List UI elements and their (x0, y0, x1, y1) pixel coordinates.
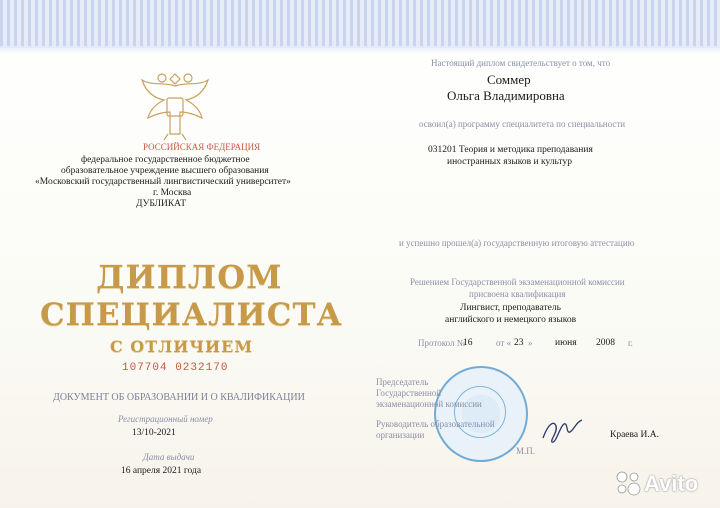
title-diploma: ДИПЛОМ (96, 258, 283, 296)
date-prefix: от « (496, 338, 512, 348)
protocol-year: 2008 (596, 338, 615, 348)
qualification-line-2: английского и немецкого языков (445, 315, 577, 325)
institution-line-1: федеральное государственное бюджетное (81, 155, 250, 165)
protocol-number: 16 (463, 338, 473, 348)
title-specialist: СПЕЦИАЛИСТА (40, 297, 343, 333)
institution-line-2: образовательное учреждение высшего образования (61, 166, 269, 176)
decision-line-2: присвоена квалификация (469, 289, 566, 299)
certificate-intro: Настоящий диплом свидетельствует о том, что (431, 58, 611, 68)
protocol-month: июня (555, 338, 577, 348)
chair-line-3: экзаменационной комиссии (376, 399, 482, 409)
official-seal-icon (434, 366, 528, 462)
federation-label: РОССИЙСКАЯ ФЕДЕРАЦИЯ (143, 142, 261, 152)
qualification-line-1: Лингвист, преподаватель (460, 303, 561, 313)
graduate-surname: Соммер (487, 72, 531, 87)
specialty-line-2: иностранных языков и культур (447, 157, 573, 167)
institution-line-3: «Московский государственный лингвистический университет» (35, 177, 291, 187)
city-label: г. Москва (153, 188, 192, 198)
coat-of-arms-icon (134, 64, 216, 142)
issue-date-label: Дата выдачи (143, 452, 195, 462)
title-with-honors: С ОТЛИЧИЕМ (110, 337, 254, 356)
duplicate-label: ДУБЛИКАТ (136, 199, 187, 209)
signature-icon (540, 416, 584, 446)
specialty-line-1: 031201 Теория и методика преподавания (428, 145, 593, 155)
protocol-label: Протокол № (418, 338, 466, 348)
year-suffix: г. (628, 338, 633, 348)
graduate-name: Ольга Владимировна (447, 88, 565, 103)
attestation-text: и успешно прошел(а) государственную итоговую аттестацию (399, 238, 635, 248)
serial-number: 107704 0232170 (122, 362, 229, 374)
registration-label: Регистрационный номер (118, 414, 213, 424)
date-close-quote: » (528, 338, 533, 348)
registration-number: 13/10-2021 (132, 428, 176, 438)
protocol-day: 23 (514, 338, 524, 348)
avito-watermark-text: Avito (644, 471, 699, 496)
document-type-label: ДОКУМЕНТ ОБ ОБРАЗОВАНИИ И О КВАЛИФИКАЦИИ (53, 392, 305, 403)
top-decorative-band (0, 0, 720, 48)
program-intro: освоил(а) программу специалитета по специальности (419, 119, 626, 129)
head-line-1: Руководитель образовательной (376, 419, 495, 429)
chair-line-1: Председатель (376, 377, 429, 387)
head-line-2: организации (376, 430, 425, 440)
signer-name: Краева И.А. (610, 430, 659, 440)
stamp-place-label: М.П. (516, 446, 536, 456)
chair-line-2: Государственной (376, 388, 442, 398)
issue-date-value: 16 апреля 2021 года (121, 466, 202, 476)
decision-line-1: Решением Государственной экзаменационной комиссии (410, 277, 625, 287)
